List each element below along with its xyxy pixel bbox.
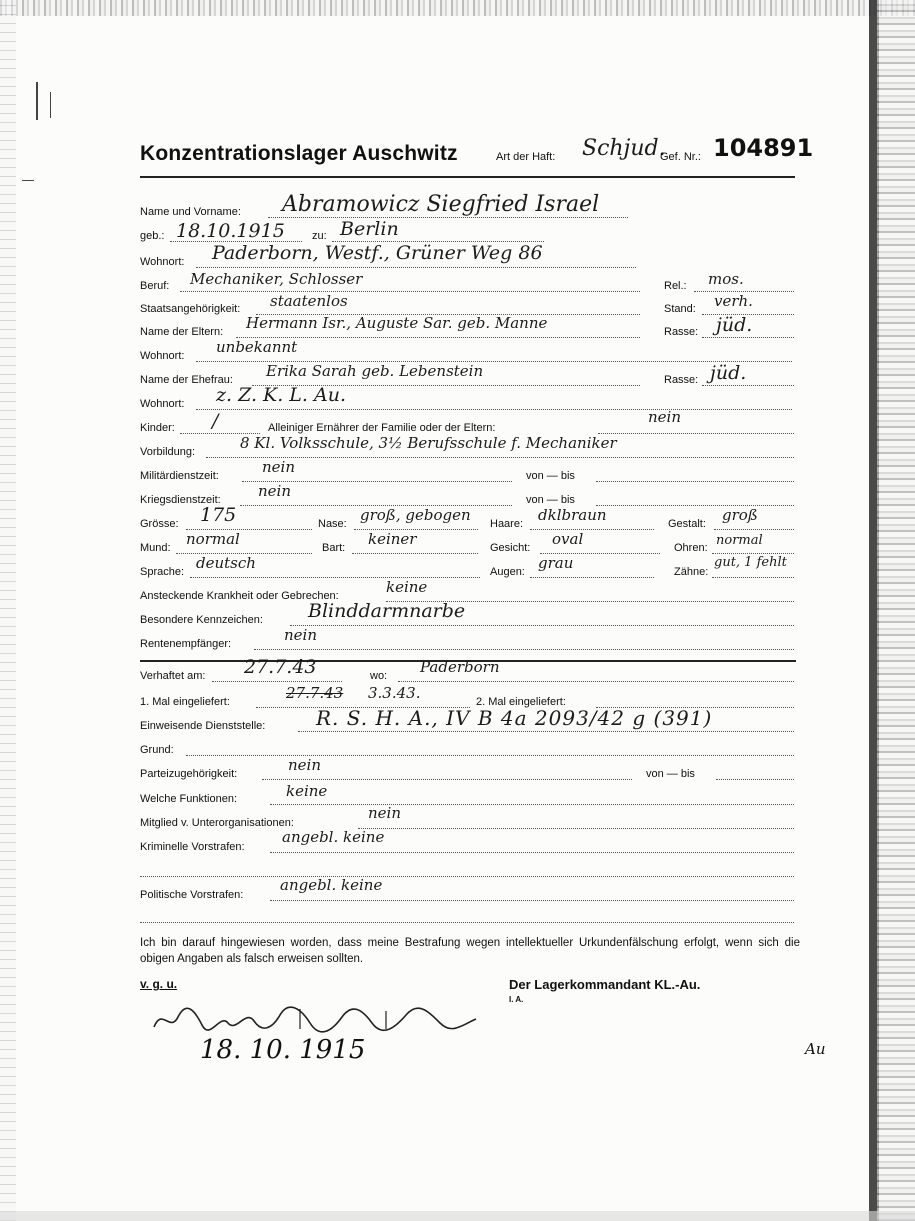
- grund-label: Grund:: [140, 744, 174, 756]
- ernaehrer-label: Alleiniger Ernährer der Familie oder der Eltern:: [268, 422, 496, 434]
- augen-line: [530, 577, 654, 578]
- name-value: Abramowicz Siegfried Israel: [282, 192, 600, 217]
- kennzeichen-label: Besondere Kennzeichen:: [140, 614, 263, 626]
- verhaftet-line: [212, 681, 342, 682]
- wohnort-value: Paderborn, Westf., Grüner Weg 86: [212, 242, 543, 264]
- polit-label: Politische Vorstrafen:: [140, 889, 244, 901]
- haare-label: Haare:: [490, 518, 524, 530]
- partei-label: Parteizugehörigkeit:: [140, 768, 238, 780]
- prisoner-number: 104891: [713, 134, 814, 162]
- krim-line-2: [140, 876, 794, 877]
- wohnort-line: [196, 267, 636, 268]
- scan-mark: [22, 180, 34, 181]
- geb-value: 18.10.1915: [176, 220, 285, 242]
- wohnort3-line: [196, 409, 792, 410]
- sprache-value: deutsch: [196, 554, 256, 572]
- scan-edge-left: [0, 0, 16, 1221]
- rasse2-line: [702, 385, 794, 386]
- militaer-vonbis: von — bis: [526, 470, 575, 482]
- militaer-vonbis-line: [596, 481, 794, 482]
- prisoner-signature: [150, 1005, 480, 1035]
- ohren-line: [712, 553, 794, 554]
- funktion-label: Welche Funktionen:: [140, 793, 238, 805]
- rasse1-value: jüd.: [716, 314, 753, 336]
- signature-date: 18. 10. 1915: [200, 1035, 366, 1065]
- polit-line-2: [140, 922, 794, 923]
- mal1-struck: 27.7.43: [286, 684, 344, 702]
- ernaehrer-value: nein: [648, 408, 681, 426]
- gestalt-value: groß: [722, 506, 758, 524]
- gestalt-label: Gestalt:: [668, 518, 706, 530]
- form-header: [140, 134, 814, 178]
- augen-value: grau: [538, 554, 574, 572]
- name-label: Name und Vorname:: [140, 206, 241, 218]
- scan-edge-top: [0, 0, 915, 16]
- rel-label: Rel.:: [664, 280, 687, 292]
- ia-label: I. A.: [509, 995, 524, 1004]
- wohnort2-value: unbekannt: [216, 338, 298, 356]
- krieg-vonbis-line: [596, 505, 794, 506]
- gesicht-label: Gesicht:: [490, 542, 531, 554]
- augen-label: Augen:: [490, 566, 525, 578]
- beruf-value: Mechaniker, Schlosser: [190, 270, 363, 288]
- ernaehrer-line: [598, 433, 794, 434]
- kommandant-label: Der Lagerkommandant KL.-Au.: [509, 977, 701, 992]
- partei-value: nein: [288, 756, 321, 774]
- vorbildung-label: Vorbildung:: [140, 446, 196, 458]
- polit-value: angebl. keine: [280, 876, 383, 894]
- krieg-label: Kriegsdienstzeit:: [140, 494, 221, 506]
- funktion-line: [270, 804, 794, 805]
- bart-label: Bart:: [322, 542, 346, 554]
- krim-value: angebl. keine: [282, 828, 385, 846]
- kinder-value: /: [212, 410, 219, 432]
- signature-scribble: [150, 1005, 480, 1035]
- militaer-label: Militärdienstzeit:: [140, 470, 219, 482]
- mal2-label: 2. Mal eingeliefert:: [476, 696, 566, 708]
- mal1-label: 1. Mal eingeliefert:: [140, 696, 230, 708]
- wo-label: wo:: [370, 670, 388, 682]
- krim-line: [270, 852, 794, 853]
- funktion-value: keine: [286, 782, 328, 800]
- mitglied-value: nein: [368, 804, 401, 822]
- ohren-label: Ohren:: [674, 542, 708, 554]
- verhaftet-value: 27.7.43: [244, 656, 317, 678]
- zu-value: Berlin: [340, 218, 399, 240]
- haft-value: Schjud.: [582, 136, 666, 161]
- geb-label: geb.:: [140, 230, 165, 242]
- groesse-label: Grösse:: [140, 518, 179, 530]
- zaehne-value: gut, 1 fehlt: [714, 555, 787, 570]
- wohnort3-label: Wohnort:: [140, 398, 185, 410]
- scan-mark: [50, 92, 51, 118]
- rente-value: nein: [284, 626, 317, 644]
- krankheit-label: Ansteckende Krankheit oder Gebrechen:: [140, 590, 339, 602]
- rel-value: mos.: [708, 270, 744, 288]
- eltern-label: Name der Eltern:: [140, 326, 224, 338]
- haft-label: Art der Haft:: [496, 151, 556, 163]
- rasse1-line: [702, 337, 794, 338]
- krieg-value: nein: [258, 482, 291, 500]
- kinder-label: Kinder:: [140, 422, 175, 434]
- partei-vonbis: von — bis: [646, 768, 695, 780]
- partei-vonbis-line: [716, 779, 794, 780]
- ehefrau-label: Name der Ehefrau:: [140, 374, 233, 386]
- dienst-value: R. S. H. A., IV B 4a 2093/42 g (391): [316, 706, 713, 730]
- ohren-value: normal: [716, 533, 763, 548]
- krieg-vonbis: von — bis: [526, 494, 575, 506]
- sprache-label: Sprache:: [140, 566, 185, 578]
- verhaftet-label: Verhaftet am:: [140, 670, 206, 682]
- militaer-value: nein: [262, 458, 295, 476]
- wo-value: Paderborn: [420, 658, 500, 676]
- eltern-value: Hermann Isr., Auguste Sar. geb. Manne: [246, 314, 548, 332]
- rente-line: [254, 649, 794, 650]
- nase-label: Nase:: [318, 518, 347, 530]
- gestalt-line: [714, 529, 794, 530]
- zu-label: zu:: [312, 230, 327, 242]
- mitglied-label: Mitglied v. Unterorganisationen:: [140, 817, 294, 829]
- beruf-label: Beruf:: [140, 280, 170, 292]
- rasse2-label: Rasse:: [664, 374, 699, 386]
- krim-label: Kriminelle Vorstrafen:: [140, 841, 245, 853]
- mitglied-line: [358, 828, 794, 829]
- stand-value: verh.: [714, 292, 753, 310]
- scan-mark: [36, 82, 38, 120]
- scan-edge-bottom: [0, 1211, 915, 1221]
- rasse2-value: jüd.: [710, 362, 747, 384]
- beruf-line: [180, 291, 640, 292]
- scan-edge-right: [877, 0, 915, 1221]
- bart-line: [352, 553, 478, 554]
- nr-label: Gef. Nr.:: [660, 151, 701, 163]
- vgu-label: v. g. u.: [140, 977, 178, 991]
- mal1-value: 3.3.43.: [368, 684, 421, 702]
- mund-value: normal: [186, 530, 240, 548]
- dienst-line: [298, 731, 794, 732]
- zaehne-label: Zähne:: [674, 566, 709, 578]
- corner-mark: Au: [805, 1040, 826, 1058]
- kennzeichen-line: [290, 625, 794, 626]
- groesse-value: 175: [200, 504, 237, 526]
- bart-value: keiner: [368, 530, 417, 548]
- zaehne-line: [712, 577, 794, 578]
- nase-value: groß, gebogen: [360, 506, 471, 524]
- haare-line: [530, 529, 654, 530]
- kennzeichen-value: Blinddarmnarbe: [308, 600, 466, 622]
- wohnort3-value: z. Z. K. L. Au.: [216, 384, 347, 406]
- gesicht-value: oval: [552, 530, 584, 548]
- polit-line: [270, 900, 794, 901]
- wohnort-label: Wohnort:: [140, 256, 185, 268]
- mund-label: Mund:: [140, 542, 171, 554]
- partei-line: [262, 779, 632, 780]
- haare-value: dklbraun: [538, 506, 607, 524]
- stand-label: Stand:: [664, 303, 696, 315]
- wohnort2-label: Wohnort:: [140, 350, 185, 362]
- grund-line: [186, 755, 794, 756]
- staat-label: Staatsangehörigkeit:: [140, 303, 241, 315]
- dienst-label: Einweisende Dienststelle:: [140, 720, 266, 732]
- name-line: [268, 217, 628, 218]
- rasse1-label: Rasse:: [664, 326, 699, 338]
- staat-value: staatenlos: [270, 292, 348, 310]
- sprache-line: [190, 577, 480, 578]
- form-title: Konzentrationslager Auschwitz: [140, 142, 458, 165]
- wo-line: [398, 681, 794, 682]
- vorbildung-value: 8 Kl. Volksschule, 3½ Berufsschule f. Mechaniker: [240, 434, 617, 452]
- declaration-text: Ich bin darauf hingewiesen worden, dass meine Bestrafung wegen intellektueller Urkundenfälschung erfolgt, wenn sich die obigen Angaben als falsch erweisen sollten.: [140, 937, 800, 965]
- rente-label: Rentenempfänger:: [140, 638, 232, 650]
- krankheit-value: keine: [386, 578, 428, 596]
- ehefrau-value: Erika Sarah geb. Lebenstein: [266, 362, 484, 380]
